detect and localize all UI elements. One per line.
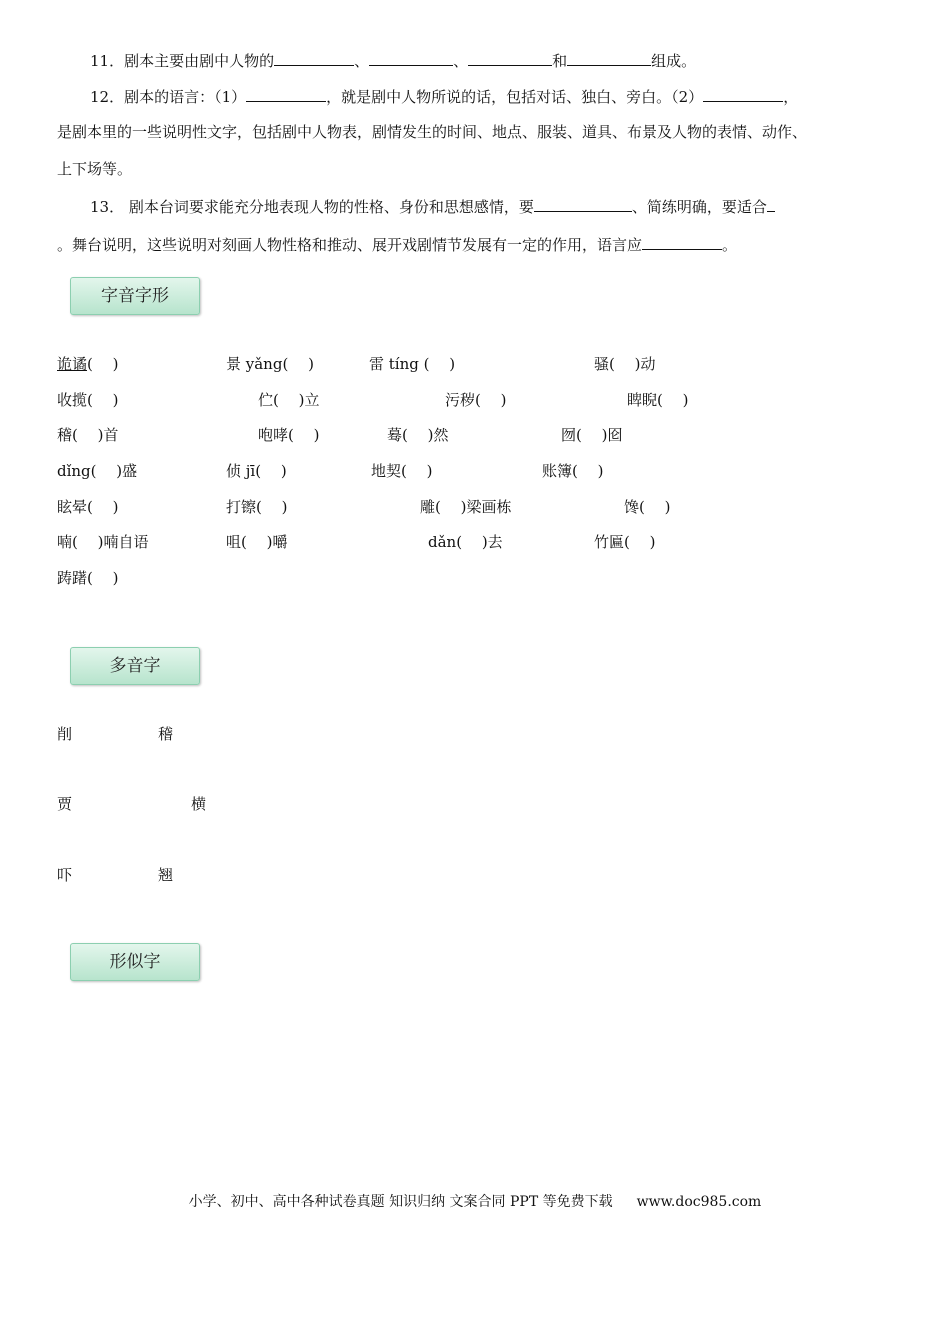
- answer-blank[interactable]: [369, 49, 453, 66]
- polyphonic-item: 吓: [57, 866, 73, 884]
- pronunciation-item: 收揽( ): [57, 391, 119, 409]
- pronunciation-item: 咆哮( ): [258, 426, 320, 444]
- pronunciation-item: 伫( )立: [258, 391, 320, 409]
- pronunciation-item: 眩晕( ): [57, 498, 119, 516]
- polyphonic-item: 翘: [158, 866, 174, 884]
- pronunciation-item: 睥睨( ): [627, 391, 689, 409]
- footer-url[interactable]: www.doc985.com: [636, 1194, 762, 1210]
- pronunciation-item: 地契( ): [371, 462, 433, 480]
- pronunciation-item: 污秽( ): [445, 391, 507, 409]
- footer: [0, 1191, 950, 1211]
- footer-text: 小学、初中、高中各种试卷真题 知识归纳 文案合同 PPT 等免费下载: [188, 1194, 613, 1210]
- pronunciation-item: 踌躇( ): [57, 569, 119, 587]
- answer-blank[interactable]: [246, 85, 326, 102]
- question-12-line3: 上下场等。: [57, 160, 133, 178]
- pronunciation-item: 雕( )梁画栋: [420, 498, 512, 516]
- pronunciation-item: 雷 tíng ( ): [369, 355, 456, 373]
- pronunciation-item: dǐng( )盛: [57, 462, 138, 480]
- polyphonic-item: 稽: [158, 725, 174, 743]
- pronunciation-item: 侦 jī( ): [226, 462, 287, 480]
- polyphonic-item: 削: [57, 725, 73, 743]
- pronunciation-item: 咀( )嚼: [226, 533, 288, 551]
- answer-blank[interactable]: [703, 85, 783, 102]
- pronunciation-item: 竹匾( ): [594, 533, 656, 551]
- polyphonic-item: 贾: [57, 795, 73, 813]
- answer-blank[interactable]: [468, 49, 552, 66]
- answer-blank[interactable]: [567, 49, 651, 66]
- pronunciation-item: 喃( )喃自语: [57, 533, 149, 551]
- question-13-line2: 。舞台说明，这些说明对刻画人物性格和推动、展开戏剧情节发展有一定的作用，语言应 。: [57, 233, 737, 255]
- pronunciation-item: 景 yǎng( ): [226, 355, 314, 373]
- pronunciation-item: 打镲( ): [226, 498, 288, 516]
- polyphonic-item: 横: [191, 795, 207, 813]
- answer-blank[interactable]: [274, 49, 354, 66]
- pronunciation-item: 账簿( ): [542, 462, 604, 480]
- pronunciation-item: dǎn( )去: [428, 533, 503, 551]
- question-13: 13． 剧本台词要求能充分地表现人物的性格、身份和思想感情，要 、简练明确，要适合: [90, 195, 775, 217]
- section-header-similar: 形似字: [70, 943, 200, 981]
- section-header-polyphonic: 多音字: [70, 647, 200, 685]
- pronunciation-item: 稽( )首: [57, 426, 119, 444]
- pronunciation-item: 骚( )动: [594, 355, 656, 373]
- question-12: 12．剧本的语言：（1） ，就是剧中人物所说的话，包括对话、独白、旁白。（2） ，: [90, 85, 798, 107]
- answer-blank[interactable]: [767, 195, 775, 212]
- question-12-line2: 是剧本里的一些说明性文字，包括剧中人物表，剧情发生的时间、地点、服装、道具、布景及人物的表情、动作、: [57, 123, 808, 141]
- answer-blank[interactable]: [534, 195, 632, 212]
- pronunciation-item: 馋( ): [624, 498, 671, 516]
- pronunciation-item: 诡谲( ): [57, 355, 119, 373]
- pronunciation-item: 蓦( )然: [387, 426, 449, 444]
- question-11: 11．剧本主要由剧中人物的 、 、 和 组成。: [90, 49, 696, 71]
- pronunciation-item: 囫( )囵: [561, 426, 623, 444]
- answer-blank[interactable]: [642, 233, 722, 250]
- section-header-pronunciation: 字音字形: [70, 277, 200, 315]
